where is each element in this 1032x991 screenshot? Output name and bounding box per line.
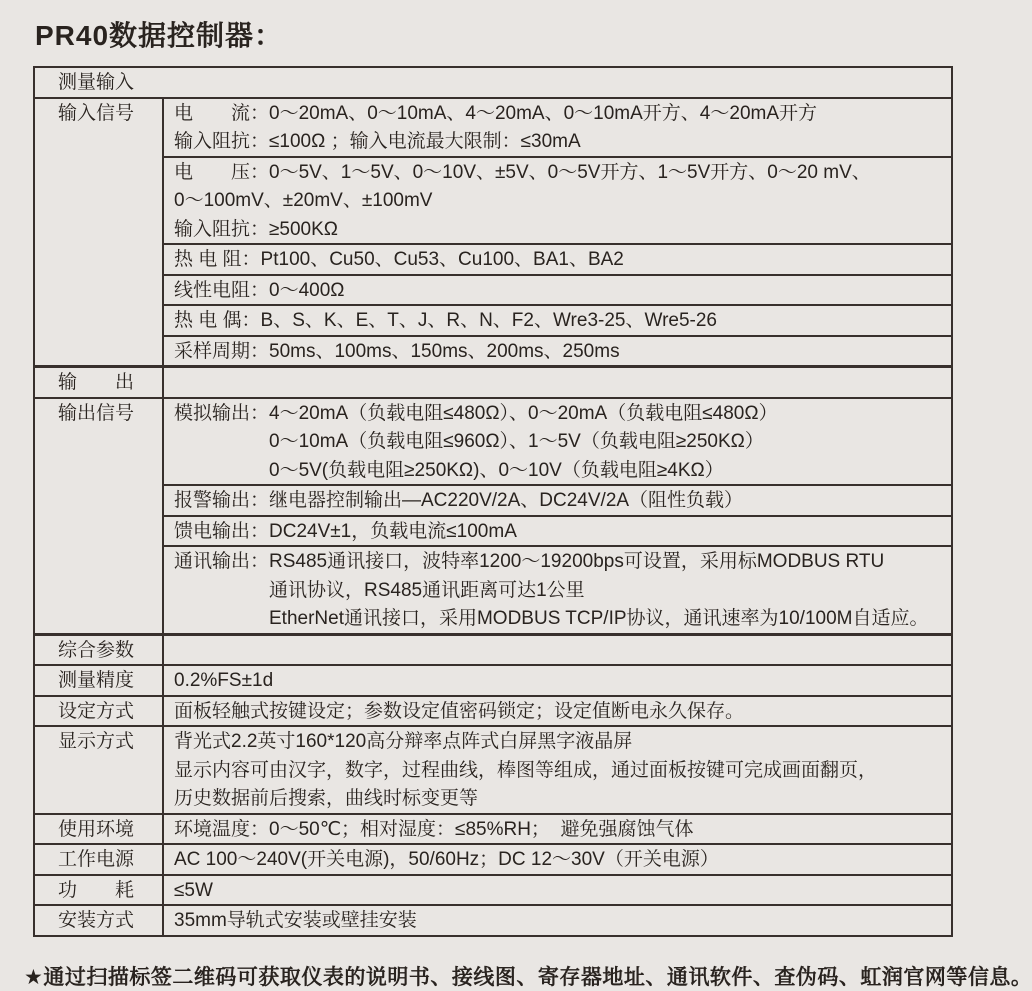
row-display-method	[35, 725, 951, 813]
spec-line-comm-2: 通讯协议，RS485通讯距离可达1公里	[269, 579, 585, 601]
spec-line-comm-3: EtherNet通讯接口，采用MODBUS TCP/IP协议，通讯速率为10/100M自适应。	[269, 608, 929, 629]
spec-line-linear-resistance: 线性电阻：0～400Ω	[174, 279, 345, 301]
spec-line-power-consumption: ≤5W	[174, 879, 213, 901]
section-general-empty-cell	[164, 636, 951, 665]
spec-line-thermocouple: 热 电 偶：B、S、K、E、T、J、R、N、F2、Wre3-25、Wre5-26	[174, 310, 717, 331]
row-setting-method	[35, 695, 951, 726]
spec-line-voltage-1: 电 压：0～5V、1～5V、0～10V、±5V、0～5V开方、1～5V开方、0～20 mV、	[174, 161, 871, 183]
display-method-content	[164, 727, 951, 813]
setting-method-content	[164, 697, 951, 726]
subrow-sampling-period	[164, 335, 951, 366]
spec-line-accuracy: 0.2%FS±1d	[174, 670, 274, 691]
spec-line-comm-1: 通讯输出：RS485通讯接口，波特率1200～19200bps可设置，采用标MODBUS RTU	[174, 551, 885, 572]
power-consumption-content	[164, 876, 951, 905]
subrow-feed-output	[164, 515, 951, 546]
subrow-current	[164, 99, 951, 156]
output-signal-content	[164, 399, 951, 633]
environment-content	[164, 815, 951, 844]
spec-line-analog-2: 0～10mA（负载电阻≤960Ω）、1～5V（负载电阻≥250KΩ）	[269, 431, 764, 452]
spec-line-environment: 环境温度：0～50℃；相对湿度：≤85%RH； 避免强腐蚀气体	[174, 818, 694, 840]
row-output-signal	[35, 397, 951, 633]
power-supply-content	[164, 845, 951, 874]
row-label-installation: 安装方式	[35, 906, 164, 935]
spec-line-display-1: 背光式2.2英寸160*120高分辩率点阵式白屏黑字液晶屏	[174, 731, 633, 752]
row-environment	[35, 813, 951, 844]
subrow-linear-resistance	[164, 274, 951, 305]
row-label-display-method: 显示方式	[35, 727, 164, 813]
page-title: PR40数据控制器：	[35, 20, 284, 51]
row-accuracy	[35, 664, 951, 695]
spec-line-installation: 35mm导轨式安装或壁挂安装	[174, 910, 417, 931]
input-signal-content	[164, 99, 951, 366]
spec-line-display-3: 历史数据前后搜索，曲线时标变更等	[174, 788, 479, 809]
spec-line-power-supply: AC 100～240V(开关电源)，50/60Hz；DC 12～30V（开关电源）	[174, 849, 719, 870]
spec-line-current-impedance: 输入阻抗：≤100Ω ；输入电流最大限制：≤30mA	[174, 131, 581, 152]
row-power-supply	[35, 843, 951, 874]
spec-line-sampling-period: 采样周期：50ms、100ms、150ms、200ms、250ms	[174, 340, 620, 362]
row-label-power-consumption: 功 耗	[35, 876, 164, 905]
spec-table	[33, 66, 953, 937]
subrow-thermocouple	[164, 304, 951, 335]
section-label-measure-input: 测量输入	[58, 72, 135, 93]
row-label-output-signal: 输出信号	[35, 399, 164, 633]
row-label-input-signal: 输入信号	[35, 99, 164, 366]
spec-line-feed: 馈电输出：DC24V±1，负载电流≤100mA	[174, 520, 517, 542]
row-installation	[35, 904, 951, 935]
spec-line-alarm: 报警输出：继电器控制输出—AC220V/2A、DC24V/2A（阻性负载）	[174, 490, 744, 511]
section-label-output: 输 出	[35, 368, 164, 397]
row-label-environment: 使用环境	[35, 815, 164, 844]
subrow-alarm-output	[164, 484, 951, 515]
row-label-accuracy: 测量精度	[35, 666, 164, 695]
spec-line-current: 电 流：0～20mA、0～10mA、4～20mA、0～10mA开方、4～20mA开方	[174, 102, 818, 124]
installation-content	[164, 906, 951, 935]
subrow-comm-output	[164, 545, 951, 633]
spec-line-voltage-2: 0～100mV、±20mV、±100mV	[174, 190, 433, 211]
spec-line-analog-3: 0～5V(负载电阻≥250KΩ)、0～10V（负载电阻≥4KΩ）	[269, 459, 724, 481]
section-row-measure-input	[35, 68, 951, 97]
spec-line-setting-method: 面板轻触式按键设定；参数设定值密码锁定；设定值断电永久保存。	[174, 700, 745, 722]
subrow-rtd	[164, 243, 951, 274]
subrow-analog-output	[164, 399, 951, 485]
footer-note: ★通过扫描标签二维码可获取仪表的说明书、接线图、寄存器地址、通讯软件、查伪码、虹润官网等信息。	[24, 965, 1032, 989]
spec-line-display-2: 显示内容可由汉字，数字，过程曲线，棒图等组成，通过面板按键可完成画面翻页，	[174, 759, 878, 781]
accuracy-content	[164, 666, 951, 695]
section-label-general-params: 综合参数	[35, 636, 164, 665]
spec-line-rtd: 热 电 阻：Pt100、Cu50、Cu53、Cu100、BA1、BA2	[174, 249, 624, 270]
section-row-general-params	[35, 633, 951, 665]
row-power-consumption	[35, 874, 951, 905]
spec-line-voltage-impedance: 输入阻抗：≥500KΩ	[174, 218, 339, 240]
section-row-output	[35, 365, 951, 397]
spec-line-analog-1: 模拟输出：4～20mA（负载电阻≤480Ω）、0～20mA（负载电阻≤480Ω）	[174, 402, 778, 424]
row-input-signal	[35, 97, 951, 366]
row-label-power-supply: 工作电源	[35, 845, 164, 874]
subrow-voltage	[164, 156, 951, 244]
row-label-setting-method: 设定方式	[35, 697, 164, 726]
section-output-empty-cell	[164, 368, 951, 397]
